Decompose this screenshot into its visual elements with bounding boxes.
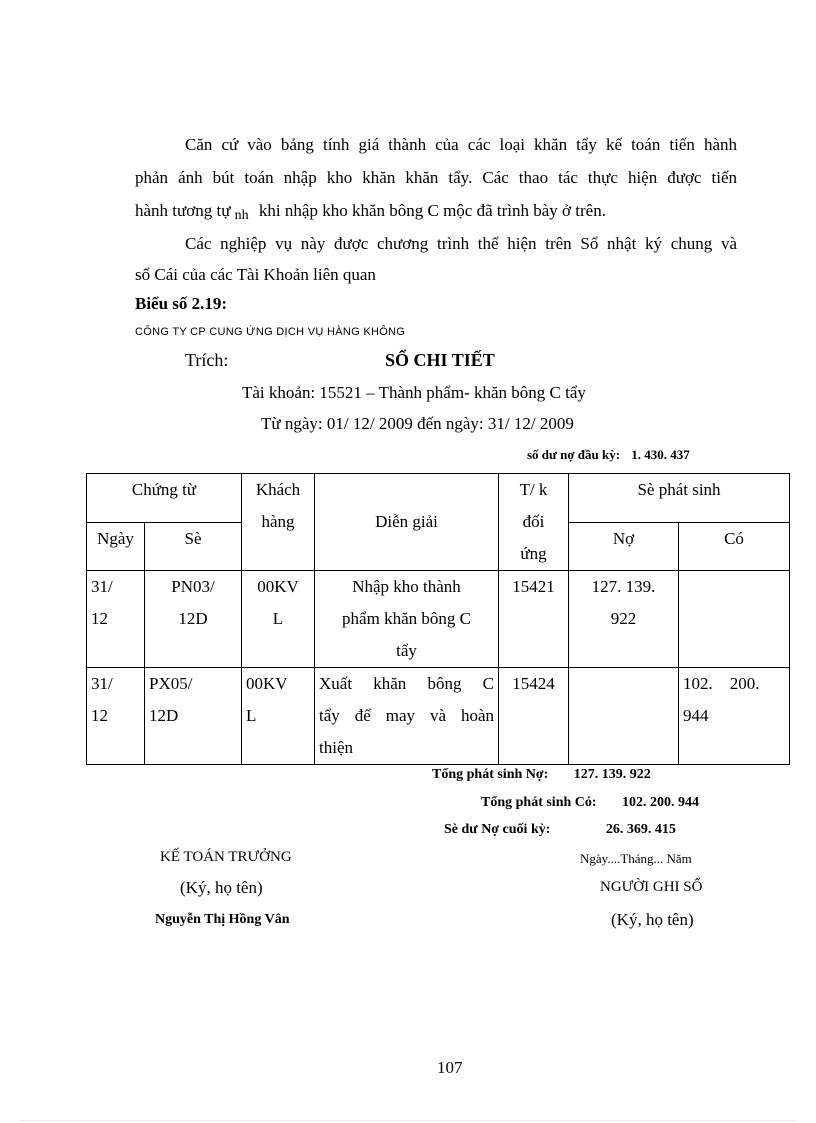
row-number [145,668,242,765]
opening-balance-label: số dư nợ đầu kỳ: [527,447,621,462]
row-credit-2: 944 [683,706,709,725]
header-acct-2: đối [522,512,545,531]
account-line: Tài khoản: 15521 – Thành phẩm- khăn bông C tẩy [242,383,586,402]
intro-line-5: sổ Cái của các Tài Khoản liên quan [135,265,376,284]
row-customer-1: 00KV [246,674,288,693]
row-date [87,571,145,668]
page-bottom-divider [20,1120,796,1121]
intro-line-3b: khi nhập kho khăn bông C mộc đã trình bày ở trên. [258,201,606,220]
header-number: Sè [145,522,242,571]
row-debit [569,571,679,668]
header-credit: Có [679,522,790,571]
total-credit-value: 102. 200. 944 [622,795,700,810]
total-credit-label: Tổng phát sinh Có: [481,795,597,810]
row-credit-1: 102. 200. [683,674,760,693]
header-description: Diễn giải [315,474,499,571]
row-credit [679,571,790,668]
chief-accountant-sign-hint: (Ký, họ tên) [180,878,263,897]
recorder-sign-hint: (Ký, họ tên) [611,910,694,929]
intro-line-3a: hành tương tự [135,201,231,220]
header-voucher: Chứng từ [87,474,242,523]
form-label: Biểu số 2.19: [135,294,228,313]
row-number-1: PX05/ [149,674,193,693]
ledger-table [86,473,790,765]
row-desc-2: phẩm khăn bông C [342,609,471,628]
row-desc-2: tẩy để may và hoàn [319,706,494,725]
row-date-2: 12 [91,706,108,725]
table-row [87,571,790,668]
intro-line-1: Căn cứ vào bảng tính giá thành của các loại khăn tẩy kế toán tiến hành [185,135,737,154]
row-date-1: 31/ [91,577,113,596]
row-number [145,571,242,668]
period-line: Từ ngày: 01/ 12/ 2009 đến ngày: 31/ 12/ 2009 [261,414,574,433]
row-desc-1: Nhập kho thành [352,577,461,596]
excerpt-label: Trích: [185,350,229,370]
row-number-1: PN03/ [171,577,215,596]
row-customer [242,668,315,765]
total-debit-label: Tổng phát sinh Nợ: [432,767,549,782]
header-debit: Nợ [569,522,679,571]
chief-accountant-name: Nguyễn Thị Hồng Vân [155,912,290,927]
row-customer-2: L [246,706,257,725]
closing-balance-label: Sè dư Nợ cuối kỳ: [444,822,551,837]
header-amount: Sè phát sinh [569,474,790,523]
row-contra-account: 15421 [499,571,569,668]
row-date-2: 12 [91,609,108,628]
closing-balance-value: 26. 369. 415 [605,822,676,837]
row-description [315,668,499,765]
row-description [315,571,499,668]
total-credit [481,795,699,811]
chief-accountant-title: KẾ TOÁN TRƯỞNG [160,849,292,865]
opening-balance-value: 1. 430. 437 [631,447,690,462]
row-date-1: 31/ [91,674,113,693]
intro-line-3 [135,194,737,229]
total-debit [432,767,651,783]
row-credit [679,668,790,765]
closing-balance [444,822,676,838]
total-debit-value: 127. 139. 922 [573,767,651,782]
intro-line-2: phản ánh bút toán nhập kho khăn khăn tẩy. Các thao tác thực hiện được tiến [135,168,737,187]
row-customer-2: L [272,609,284,628]
row-desc-1: Xuất khăn bông C [319,674,494,693]
intro-line-3-sub: nh [234,208,249,223]
header-date: Ngày [87,522,145,571]
row-contra-account: 15424 [499,668,569,765]
intro-line-4: Các nghiệp vụ này được chương trình thể hiện trên Sổ nhật ký chung và [185,234,737,253]
table-header-row-1 [87,474,790,523]
row-number-2: 12D [149,706,179,725]
opening-balance [527,447,690,463]
company-name: CÔNG TY CP CUNG ỨNG DỊCH VỤ HÀNG KHÔNG [135,326,406,338]
header-acct-1: T/ k [519,480,548,499]
row-debit-1: 127. 139. [591,577,656,596]
table-row [87,668,790,765]
header-customer-1: Khách [255,480,301,499]
header-contra-account [499,474,569,571]
header-acct-3: ứng [520,544,547,563]
row-date [87,668,145,765]
row-customer-1: 00KV [257,577,299,596]
row-customer [242,571,315,668]
date-line: Ngày....Tháng... Năm [580,851,692,866]
page-number: 107 [437,1058,463,1077]
header-customer [242,474,315,571]
row-number-2: 12D [178,609,208,628]
row-debit [569,668,679,765]
ledger-title: SỔ CHI TIẾT [385,350,495,370]
header-customer-2: hàng [261,512,295,531]
row-desc-3: thiện [319,738,353,757]
recorder-title: NGƯỜI GHI SỔ [600,879,703,895]
row-debit-2: 922 [610,609,637,628]
row-desc-3: tẩy [396,641,417,660]
